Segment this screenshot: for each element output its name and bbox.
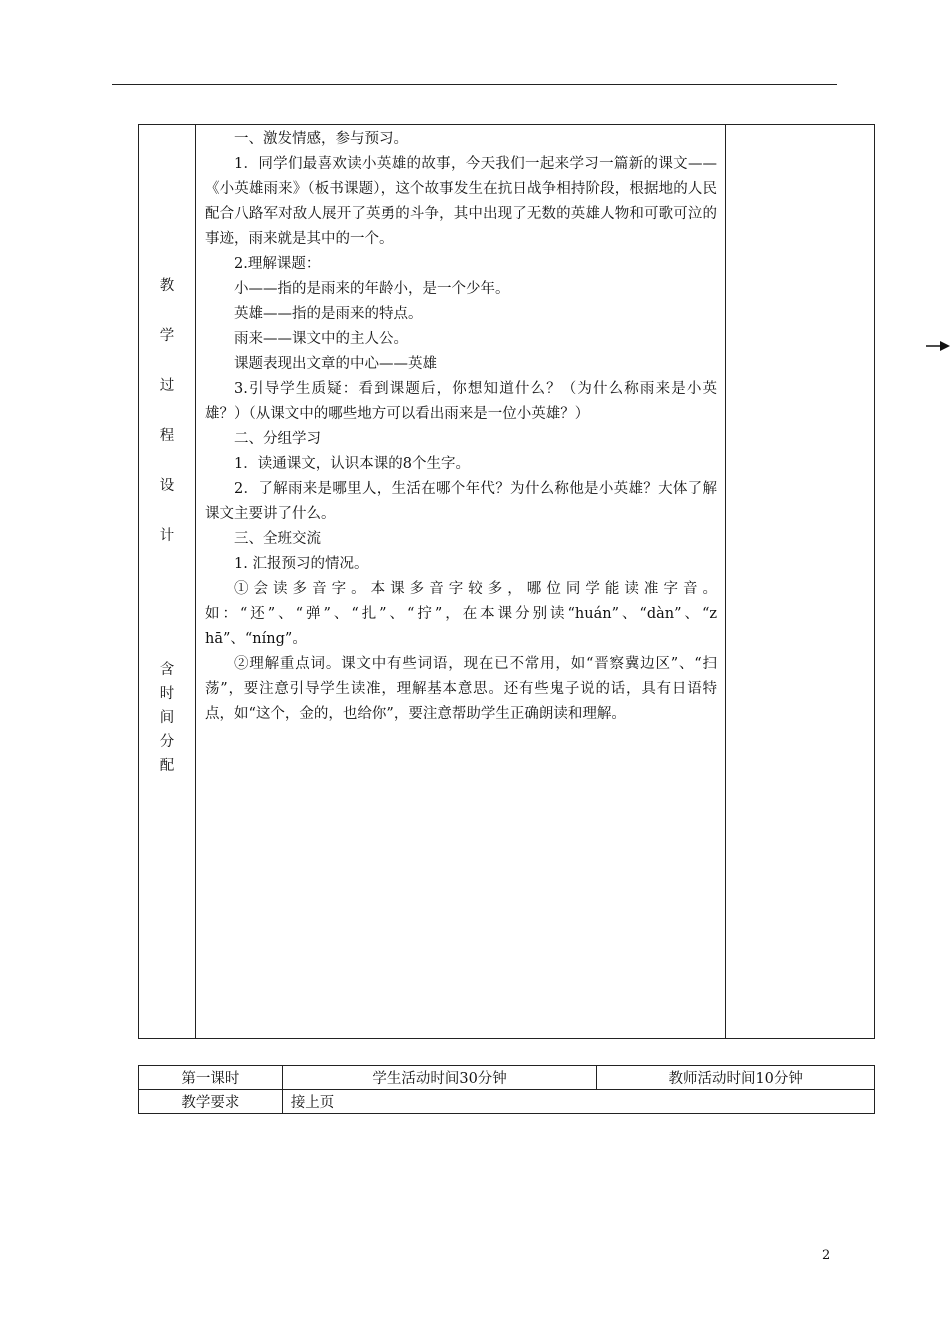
paragraph: 2．了解雨来是哪里人，生活在哪个年代？为什么称他是小英雄？大体了解课文主要讲了什么。 bbox=[205, 481, 717, 522]
table-row bbox=[139, 1066, 875, 1090]
requirements-value-cell: 接上页 bbox=[282, 1090, 874, 1114]
paragraph: ①会读多音字。本课多音字较多，哪位同学能读准字音。如：“还”、“弹”、“扎”、“拧”，在本课分别读“huán”、“dàn”、“z hā”、“níng”。 bbox=[205, 581, 717, 647]
paragraph: 英雄——指的是雨来的特点。 bbox=[234, 306, 423, 322]
paragraph: 3.引导学生质疑：看到课题后，你想知道什么？（为什么称雨来是小英雄？）（从课文中的哪些地方可以看出雨来是一位小英雄？） bbox=[205, 381, 717, 422]
paragraph: 1．同学们最喜欢读小英雄的故事，今天我们一起来学习一篇新的课文——《小英雄雨来》（板书课题），这个故事发生在抗日战争相持阶段，根据地的人民配合八路军对敌人展开了英勇的斗争，其中出现了无数的英雄人物和可歌可泣的事迹，雨来就是其中的一个。 bbox=[205, 156, 717, 247]
paragraph: 小——指的是雨来的年龄小，是一个少年。 bbox=[234, 281, 510, 297]
page-number: 2 bbox=[822, 1248, 831, 1263]
teacher-time-cell: 教师活动时间10分钟 bbox=[597, 1066, 875, 1090]
section-title: 一、激发情感，参与预习。 bbox=[234, 131, 408, 147]
table-row bbox=[139, 1090, 875, 1114]
process-design-label: 教 学 过 程 设 计 bbox=[159, 278, 175, 544]
lesson-process-table bbox=[138, 124, 875, 1039]
section-title: 二、分组学习 bbox=[234, 431, 321, 447]
paragraph: ②理解重点词。课文中有些词语，现在已不常用，如“晋察冀边区”、“扫荡”，要注意引导学生读准，理解基本意思。还有些鬼子说的话，具有日语特点，如“这个，金的，也给你”，要注意帮助学生正确朗读和理解。 bbox=[205, 656, 717, 722]
section-title: 三、全班交流 bbox=[234, 531, 321, 547]
lesson-content bbox=[205, 127, 717, 727]
requirements-label-cell: 教学要求 bbox=[139, 1090, 283, 1114]
student-time-cell: 学生活动时间30分钟 bbox=[282, 1066, 597, 1090]
paragraph: 2.理解课题： bbox=[234, 256, 321, 272]
lesson-period-cell: 第一课时 bbox=[139, 1066, 283, 1090]
process-label-column bbox=[139, 125, 196, 1038]
header-rule bbox=[112, 84, 837, 85]
arrow-right-icon bbox=[926, 336, 950, 356]
lesson-info-table bbox=[138, 1065, 875, 1114]
paragraph: 1．读通课文，认识本课的8个生字。 bbox=[234, 456, 470, 472]
notes-column bbox=[725, 125, 876, 1038]
paragraph: 课题表现出文章的中心——英雄 bbox=[234, 356, 437, 372]
paragraph: 雨来——课文中的主人公。 bbox=[234, 331, 408, 347]
paragraph: 1. 汇报预习的情况。 bbox=[234, 556, 369, 572]
time-allocation-label: 含 时 间 分 配 bbox=[159, 662, 175, 774]
